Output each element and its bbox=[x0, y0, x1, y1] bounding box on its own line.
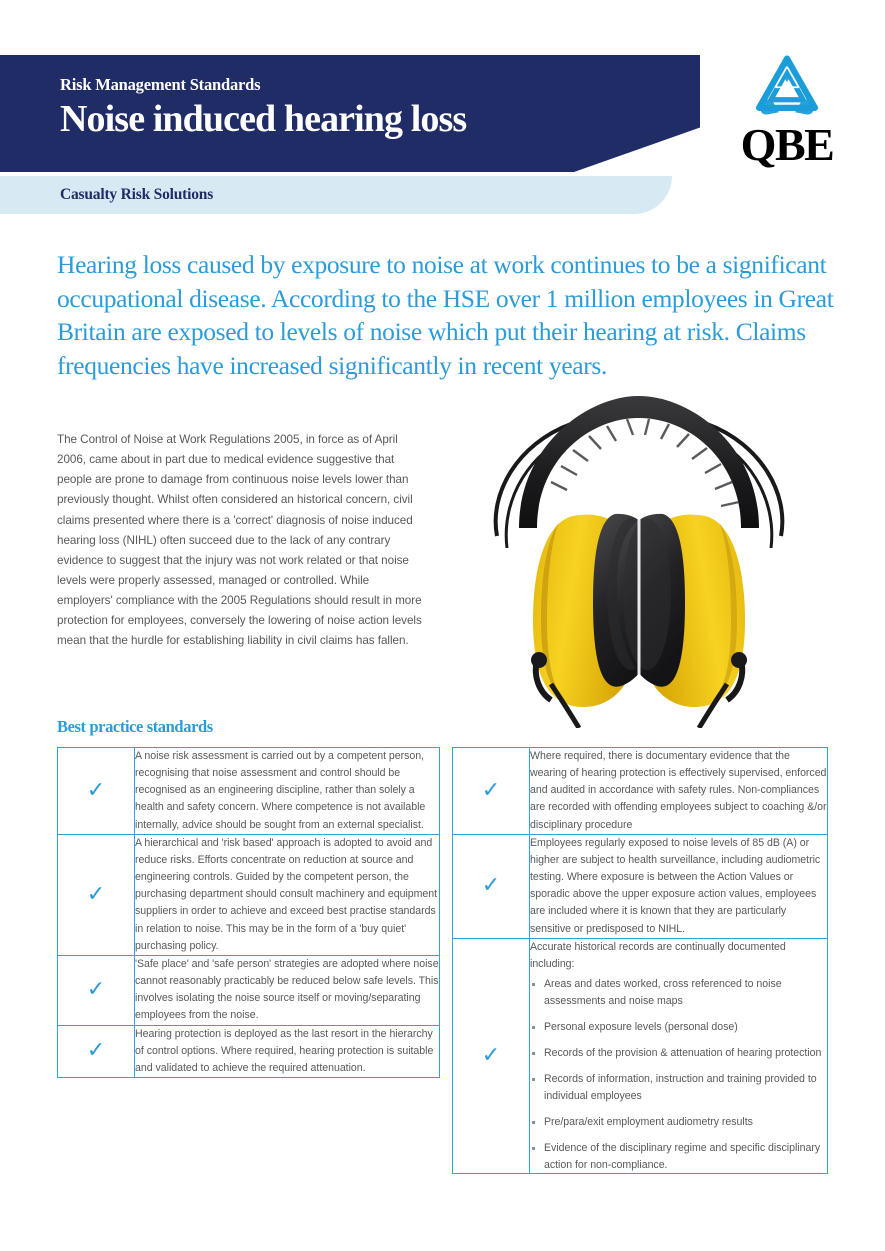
section-heading: Best practice standards bbox=[57, 717, 213, 736]
standard-paragraph: Accurate historical records are continually documented including: bbox=[530, 940, 786, 970]
checkmark-icon: ✓ bbox=[86, 881, 106, 907]
checkmark-icon: ✓ bbox=[481, 873, 501, 899]
standard-paragraph: Where required, there is documentary evidence that the wearing of hearing protection is effectively supervised, enforced and audited in accordance with safety rules. Non-compliances are recorded with offending employees subject to coaching &/or disciplinary procedure bbox=[530, 750, 827, 831]
page-title: Noise induced hearing loss bbox=[60, 98, 467, 141]
standard-text bbox=[135, 955, 440, 1025]
checkmark-icon: ✓ bbox=[86, 1038, 106, 1064]
table-row[interactable] bbox=[58, 955, 440, 1025]
standard-text bbox=[135, 748, 440, 835]
standard-text bbox=[530, 938, 828, 1174]
list-item: Records of the provision & attenuation of hearing protection bbox=[530, 1045, 827, 1062]
standard-paragraph: A noise risk assessment is carried out by a competent person, recognising that noise assessment and control should be recognised as an engineering discipline, rather than solely a health and safety concern. Where competence is not available internally, advice should be sought from an external specialist. bbox=[135, 750, 426, 831]
standard-bullet-list bbox=[530, 976, 827, 1173]
header-eyebrow: Risk Management Standards bbox=[60, 75, 261, 94]
body-paragraph: The Control of Noise at Work Regulations 2005, in force as of April 2006, came about in part due to medical evidence suggestive that people are prone to damage from continuous noise levels lower than previously thought. Whilst often considered an historical concern, civil claims presented where there is a 'correct' diagnosis of noise induced hearing loss (NIHL) often succeed due to the lack of any contrary evidence to suggest that the injury was not work related or that noise levels were properly assessed, managed or controlled. While employers' compliance with the 2005 Regulations should result in more protection for employees, conversely the lowering of noise action levels mean that the hurdle for establishing liability in civil claims has fallen. bbox=[57, 433, 422, 648]
list-item: Personal exposure levels (personal dose) bbox=[530, 1019, 827, 1036]
standard-text bbox=[135, 834, 440, 955]
table-row[interactable] bbox=[58, 834, 440, 955]
check-cell[interactable] bbox=[58, 955, 135, 1025]
check-cell[interactable] bbox=[58, 748, 135, 835]
check-cell[interactable] bbox=[58, 834, 135, 955]
standard-paragraph: 'Safe place' and 'safe person' strategies are adopted where noise cannot reasonably practicably be reduced below safe levels. This involves isolating the noise source itself or moving/separating employees from the noise. bbox=[135, 957, 439, 1022]
table-row[interactable] bbox=[453, 938, 828, 1174]
checkmark-icon: ✓ bbox=[86, 777, 106, 803]
checkmark-icon: ✓ bbox=[86, 977, 106, 1003]
table-row[interactable] bbox=[453, 748, 828, 835]
header-title-block bbox=[60, 76, 466, 140]
standard-text bbox=[135, 1025, 440, 1077]
ear-defenders-photo bbox=[455, 388, 823, 728]
table-row[interactable] bbox=[58, 1025, 440, 1077]
check-cell[interactable] bbox=[58, 1025, 135, 1077]
lead-paragraph: Hearing loss caused by exposure to noise at work continues to be a significant occupational disease. According to the HSE over 1 million employees in Great Britain are exposed to levels of noise which put their hearing at risk. Claims frequencies have increased significantly in recent years. bbox=[57, 250, 834, 380]
best-practice-table-left bbox=[57, 747, 440, 1078]
standard-text bbox=[530, 834, 828, 938]
list-item: Pre/para/exit employment audiometry results bbox=[530, 1114, 827, 1131]
checkmark-icon: ✓ bbox=[481, 1043, 501, 1069]
standard-paragraph: Employees regularly exposed to noise levels of 85 dB (A) or higher are subject to health surveillance, including audiometric testing. Where exposure is between the Action Values or sporadic above the upper exposure action values, employees are included where it is known that they are particularly sensitive or predisposed to NIHL. bbox=[530, 836, 821, 935]
list-item: Evidence of the disciplinary regime and specific disciplinary action for non-compliance. bbox=[530, 1140, 827, 1174]
header-subtitle: Casualty Risk Solutions bbox=[60, 186, 214, 203]
best-practice-table-right bbox=[452, 747, 828, 1174]
qbe-logo bbox=[727, 52, 847, 168]
qbe-triangle-logo-icon bbox=[750, 52, 824, 124]
check-cell[interactable] bbox=[453, 834, 530, 938]
standard-text bbox=[530, 748, 828, 835]
table-row[interactable] bbox=[453, 834, 828, 938]
checkmark-icon: ✓ bbox=[481, 777, 501, 803]
standard-paragraph: Hearing protection is deployed as the last resort in the hierarchy of control options. Where required, hearing protection is suitable and validated to achieve the required attenuation. bbox=[135, 1027, 434, 1074]
standard-paragraph: A hierarchical and 'risk based' approach is adopted to avoid and reduce risks. Efforts concentrate on reduction at source and engineering controls. Guided by the competent person, the purchasing department should consult machinery and equipment suppliers in order to achieve and exceed best practise standards in relation to noise. This may be in the form of a 'buy quiet' purchasing policy. bbox=[135, 836, 438, 952]
check-cell[interactable] bbox=[453, 938, 530, 1174]
list-item: Areas and dates worked, cross referenced to noise assessments and noise maps bbox=[530, 976, 827, 1010]
qbe-wordmark: QBE bbox=[740, 119, 834, 170]
table-row[interactable] bbox=[58, 748, 440, 835]
check-cell[interactable] bbox=[453, 748, 530, 835]
list-item: Records of information, instruction and training provided to individual employees bbox=[530, 1071, 827, 1105]
